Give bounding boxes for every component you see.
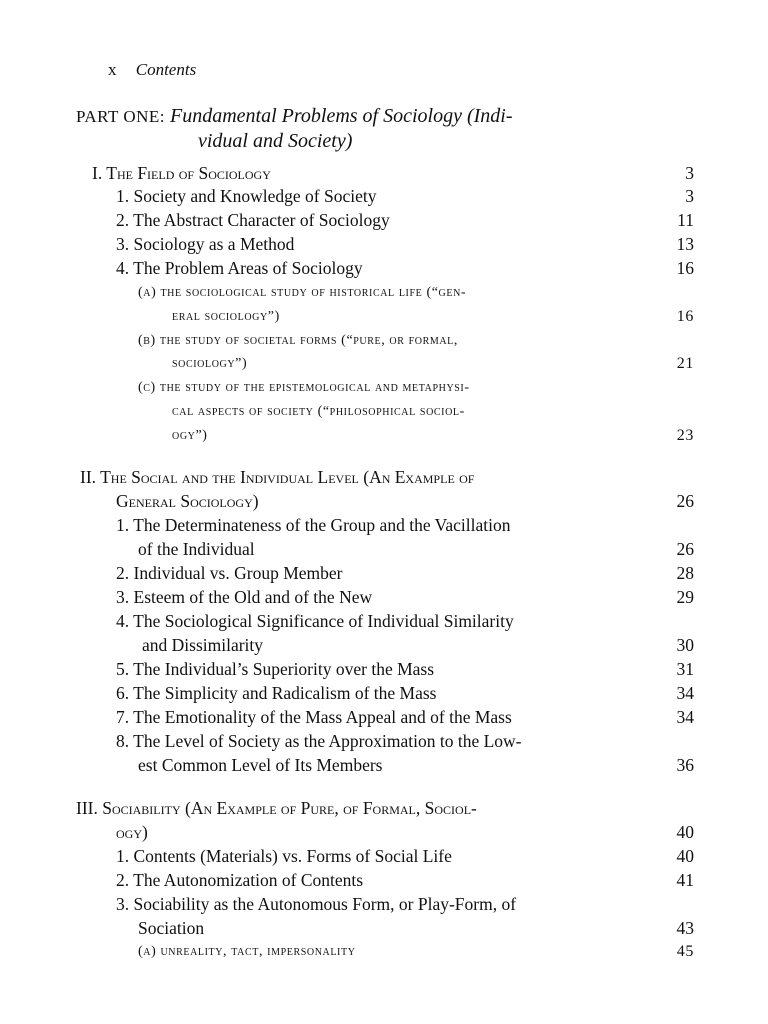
- toc-entry: [0, 657, 768, 681]
- toc-entry: [0, 184, 768, 208]
- toc-entry: [0, 352, 768, 376]
- toc-entry: [0, 892, 768, 916]
- toc-entry: [0, 329, 768, 353]
- toc-entry-title: 1. Society and Knowledge of Society: [116, 186, 377, 206]
- toc-entry-title: I. The Field of Sociology: [92, 163, 271, 183]
- toc-entry: [0, 232, 768, 256]
- toc-entry: [0, 585, 768, 609]
- toc-entry: [0, 281, 768, 305]
- toc-entry-title: 5. The Individual’s Superiority over the Mass: [116, 659, 435, 679]
- toc-entry: [0, 561, 768, 585]
- toc-entry-title: sociology”): [172, 356, 248, 371]
- toc-entry-page-number: 13: [676, 234, 694, 254]
- toc-entry: [0, 305, 768, 329]
- toc-entry-title: 4. The Problem Areas of Sociology: [116, 258, 363, 278]
- toc-entry: [0, 489, 768, 513]
- toc-entry-page-number: 16: [676, 258, 694, 278]
- toc-entry-title: III. Sociability (An Example of Pure, of Formal, Sociol-: [76, 798, 477, 818]
- toc-entry: [0, 376, 768, 400]
- toc-entry-page-number: 21: [676, 355, 694, 372]
- toc-entry: [0, 400, 768, 424]
- toc-entry-page-number: 31: [676, 659, 694, 679]
- toc-entry-title: General Sociology): [116, 491, 259, 511]
- running-head-title: Contents: [135, 60, 197, 79]
- toc-entry-title: 3. Sociology as a Method: [116, 234, 295, 254]
- toc-entry: [0, 796, 768, 820]
- toc-entry: [0, 753, 768, 777]
- toc-entry-title: of the Individual: [138, 539, 255, 559]
- toc-entry-title: 7. The Emotionality of the Mass Appeal and of the Mass: [116, 707, 512, 727]
- toc-entry-page-number: 43: [676, 918, 694, 938]
- part-title-line-1: Fundamental Problems of Sociology (Indi-: [169, 105, 513, 127]
- page-folio: x: [108, 60, 118, 79]
- toc-entry-page-number: 40: [676, 846, 694, 866]
- toc-entry: [0, 609, 768, 633]
- toc-entry-page-number: 30: [676, 635, 694, 655]
- toc-entry-title: (c) the study of the epistemological and metaphysi-: [138, 380, 470, 395]
- toc-entry-page-number: 3: [685, 186, 694, 206]
- toc-entry-title: 2. The Abstract Character of Sociology: [116, 210, 390, 230]
- part-label: PART ONE:: [76, 107, 165, 126]
- toc-entry-title: 2. The Autonomization of Contents: [116, 870, 364, 890]
- toc-entry-title: 2. Individual vs. Group Member: [116, 563, 343, 583]
- toc-entry-title: 3. Esteem of the Old and of the New: [116, 587, 373, 607]
- toc-entry-page-number: 34: [676, 683, 694, 703]
- toc-entry-title: cal aspects of society (“philosophical sociol-: [172, 404, 465, 419]
- toc-entry: [0, 729, 768, 753]
- toc-entry-page-number: 28: [676, 563, 694, 583]
- toc-entry-page-number: 29: [676, 587, 694, 607]
- toc-entry-page-number: 26: [676, 539, 694, 559]
- toc-entry-page-number: 26: [676, 491, 694, 511]
- toc-entry-title: ogy”): [172, 428, 208, 443]
- toc-entry: [0, 465, 768, 489]
- toc-entry-title: II. The Social and the Individual Level (An Example of: [80, 467, 475, 487]
- toc-entry-title: 3. Sociability as the Autonomous Form, or Play-Form, of: [116, 894, 517, 914]
- toc-entry: [0, 844, 768, 868]
- toc-entry-page-number: 3: [685, 163, 694, 183]
- toc-entry: [0, 424, 768, 448]
- toc-entry: [0, 940, 768, 964]
- toc-entry: [0, 537, 768, 561]
- toc-entry-title: ogy): [116, 822, 148, 842]
- toc-entry: [0, 705, 768, 729]
- toc-entry-page-number: 41: [676, 870, 694, 890]
- toc-entry-title: 6. The Simplicity and Radicalism of the Mass: [116, 683, 437, 703]
- toc-entry: [0, 681, 768, 705]
- toc-entry: [0, 820, 768, 844]
- toc-entry: [0, 208, 768, 232]
- toc-entry: [0, 513, 768, 537]
- toc-entry-page-number: 23: [676, 427, 694, 444]
- toc-entry-page-number: 34: [676, 707, 694, 727]
- toc-entry-page-number: 16: [676, 308, 694, 325]
- toc-entry: [0, 916, 768, 940]
- toc-entry-page-number: 11: [677, 210, 694, 230]
- toc-entry: [0, 256, 768, 280]
- toc-entry-title: 1. Contents (Materials) vs. Forms of Social Life: [116, 846, 452, 866]
- toc-entry-page-number: 45: [676, 943, 694, 960]
- toc-entry-title: (b) the study of societal forms (“pure, or formal,: [138, 333, 458, 348]
- toc-entry-page-number: 36: [676, 755, 694, 775]
- toc-entry-title: (a) unreality, tact, impersonality: [138, 944, 356, 959]
- toc-entry-title: 8. The Level of Society as the Approximation to the Low-: [116, 731, 522, 751]
- toc-entry-title: and Dissimilarity: [142, 635, 264, 655]
- part-heading: [76, 104, 676, 153]
- part-title-line-2: vidual and Society): [198, 130, 353, 152]
- toc-entry-title: eral sociology”): [172, 309, 280, 324]
- running-head: [108, 60, 196, 80]
- toc-entry: [0, 868, 768, 892]
- toc-entry-title: est Common Level of Its Members: [138, 755, 383, 775]
- toc-entry-title: 1. The Determinateness of the Group and the Vacillation: [116, 515, 511, 535]
- toc-entry-title: Sociation: [138, 918, 205, 938]
- toc-entry: [0, 633, 768, 657]
- toc-entry-title: (a) the sociological study of historical life (“gen-: [138, 285, 467, 300]
- toc-entry: [0, 161, 768, 185]
- toc-entry-title: 4. The Sociological Significance of Individual Similarity: [116, 611, 514, 631]
- toc-entry-page-number: 40: [676, 822, 694, 842]
